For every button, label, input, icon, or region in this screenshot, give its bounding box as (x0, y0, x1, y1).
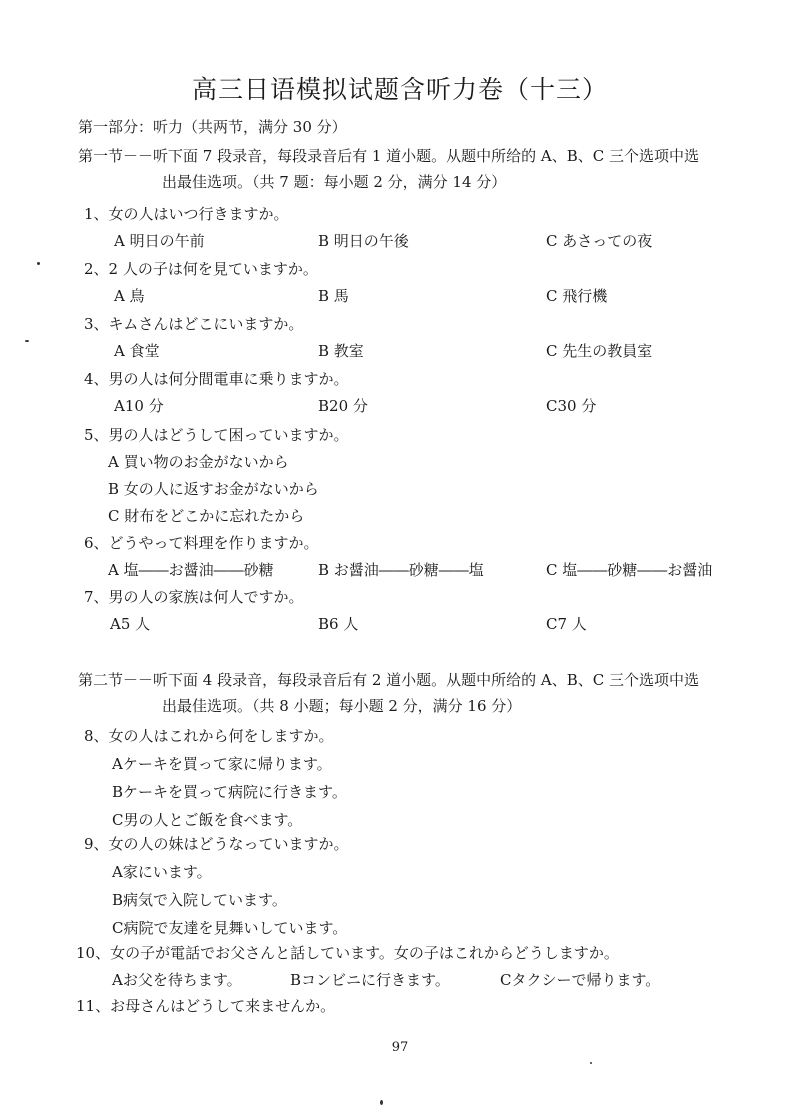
part1-heading: 第一部分：听力（共两节，满分 30 分） (78, 118, 347, 136)
q8-option-b: Bケーキを買って病院に行きます。 (112, 783, 347, 801)
q5-option-b: B 女の人に返すお金がないから (108, 480, 319, 498)
question-10: 10、女の子が電話でお父さんと話しています。女の子はこれからどうしますか。 (76, 944, 619, 962)
page-title: 高三日语模拟试题含听力卷（十三） (191, 75, 608, 104)
scan-speck (37, 262, 40, 265)
q4-option-a: A10 分 (114, 397, 164, 415)
q6-option-b: B お醤油――砂糖――塩 (318, 561, 484, 579)
q1-option-c: C あさっての夜 (546, 232, 653, 250)
q9-option-b: B病気で入院しています。 (112, 891, 287, 909)
scan-speck (590, 1062, 592, 1064)
q9-option-a: A家にいます。 (112, 863, 212, 881)
section1-instruction-line1: 第一节－－听下面 7 段录音，每段录音后有 1 道小题。从题中所给的 A、B、C 三个选项中选 (78, 147, 700, 165)
q1-option-b: B 明日の午後 (318, 232, 409, 250)
question-7: 7、男の人の家族は何人ですか。 (84, 588, 304, 606)
q8-option-c: C男の人とご飯を食べます。 (112, 811, 303, 829)
q10-option-b: Bコンビニに行きます。 (290, 971, 450, 989)
page-number: 97 (391, 1040, 409, 1055)
question-9: 9、女の人の妹はどうなっていますか。 (84, 835, 349, 853)
question-4: 4、男の人は何分間電車に乗りますか。 (84, 370, 349, 388)
q2-option-c: C 飛行機 (546, 287, 608, 305)
question-11: 11、お母さんはどうして来ませんか。 (76, 997, 336, 1015)
scan-speck (25, 340, 29, 342)
q3-option-a: A 食堂 (114, 342, 160, 360)
q8-option-a: Aケーキを買って家に帰ります。 (112, 755, 332, 773)
q6-option-a: A 塩――お醤油――砂糖 (108, 561, 274, 579)
q4-option-b: B20 分 (318, 397, 368, 415)
q5-option-a: A 買い物のお金がないから (108, 453, 289, 471)
q7-option-b: B6 人 (318, 615, 359, 633)
question-1: 1、女の人はいつ行きますか。 (84, 205, 289, 223)
q7-option-c: C7 人 (546, 615, 587, 633)
section2-instruction-line1: 第二节－－听下面 4 段录音，每段录音后有 2 道小题。从题中所给的 A、B、C 三个选项中选 (78, 671, 700, 689)
question-2: 2、2 人の子は何を見ていますか。 (84, 260, 318, 278)
q6-option-c: C 塩――砂糖――お醤油 (546, 561, 713, 579)
q10-option-a: Aお父を待ちます。 (112, 971, 242, 989)
q3-option-c: C 先生の教員室 (546, 342, 653, 360)
q9-option-c: C病院で友達を見舞いしています。 (112, 919, 348, 937)
question-6: 6、どうやって料理を作りますか。 (84, 534, 319, 552)
section1-instruction-line2: 出最佳选项。（共 7 题：每小题 2 分，满分 14 分） (162, 173, 507, 191)
q2-option-b: B 馬 (318, 287, 349, 305)
q2-option-a: A 鳥 (114, 287, 145, 305)
q10-option-c: Cタクシーで帰ります。 (500, 971, 661, 989)
q3-option-b: B 教室 (318, 342, 364, 360)
q7-option-a: A5 人 (110, 615, 151, 633)
question-8: 8、女の人はこれから何をしますか。 (84, 727, 334, 745)
question-5: 5、男の人はどうして困っていますか。 (84, 426, 349, 444)
scan-speck (380, 1100, 383, 1105)
q5-option-c: C 財布をどこかに忘れたから (108, 507, 305, 525)
question-3: 3、キムさんはどこにいますか。 (84, 315, 304, 333)
q4-option-c: C30 分 (546, 397, 597, 415)
section2-instruction-line2: 出最佳选项。（共 8 小题；每小题 2 分，满分 16 分） (162, 697, 522, 715)
q1-option-a: A 明日の午前 (114, 232, 205, 250)
